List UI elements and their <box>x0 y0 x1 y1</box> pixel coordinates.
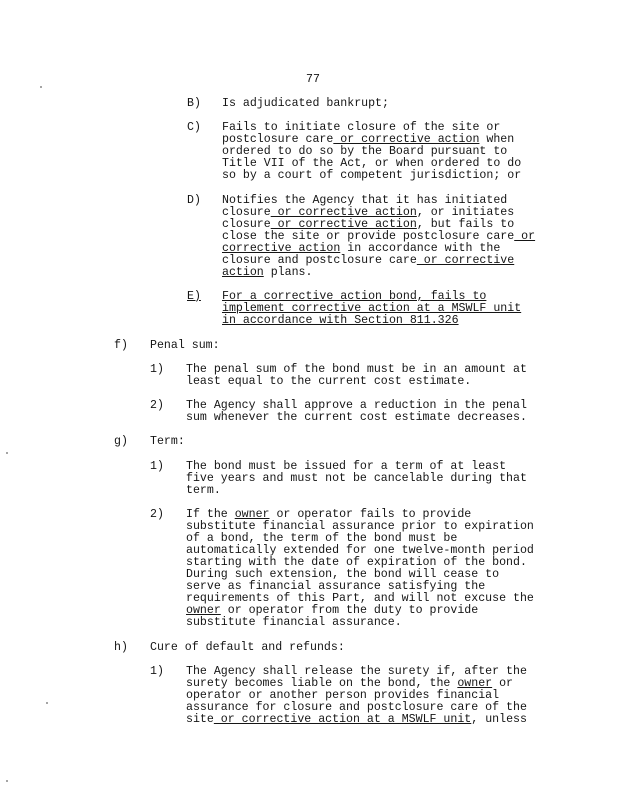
item-label-b: B) <box>187 97 201 110</box>
paragraph-line: sum whenever the current cost estimate decreases. <box>186 411 527 424</box>
paragraph-number: 2) <box>150 399 164 412</box>
section-f-heading: Penal sum: <box>150 339 220 352</box>
item-d-line: close the site or provide postclosure care or <box>222 230 536 243</box>
item-c-line: ordered to do so by the Board pursuant to <box>222 145 508 158</box>
section-h-heading: Cure of default and refunds: <box>150 641 345 654</box>
scan-speck <box>6 780 8 782</box>
item-c-line: so by a court of competent jurisdiction; or <box>222 169 522 182</box>
paragraph-line: term. <box>186 484 221 497</box>
paragraph-line: requirements of this Part, and will not excuse the <box>186 592 534 605</box>
amended-text: or corrective action <box>270 218 417 231</box>
paragraph-line: substitute financial assurance prior to expiration <box>186 520 534 533</box>
paragraph-line: The penal sum of the bond must be in an amount at <box>186 363 527 376</box>
paragraph-number: 1) <box>150 363 164 376</box>
item-d-line: closure and postclosure care or corrective <box>222 254 515 267</box>
paragraph-line: serve as financial assurance satisfying the <box>186 580 486 593</box>
paragraph-line: owner or operator from the duty to provide <box>186 604 479 617</box>
item-c-line: postclosure care or corrective action when <box>222 133 515 146</box>
paragraph-line: starting with the date of expiration of the bond. <box>186 556 527 569</box>
paragraph-number: 1) <box>150 665 164 678</box>
section-label-f: f) <box>114 339 128 352</box>
paragraph-line: operator or another person provides financial <box>186 689 500 702</box>
scan-speck <box>6 452 8 454</box>
item-b-text: Is adjudicated bankrupt; <box>222 97 389 110</box>
item-label-c: C) <box>187 121 201 134</box>
paragraph-line: substitute financial assurance. <box>186 616 402 629</box>
section-g-heading: Term: <box>150 435 185 448</box>
paragraph-line: surety becomes liable on the bond, the owner or <box>186 677 514 690</box>
section-label-h: h) <box>114 641 128 654</box>
amended-text: owner <box>457 677 493 690</box>
amended-text: or corrective action <box>270 206 417 219</box>
item-e-line: implement corrective action at a MSWLF unit <box>222 302 522 315</box>
amended-text: action <box>222 266 264 279</box>
paragraph-line: The bond must be issued for a term of at least <box>186 460 507 473</box>
paragraph-line: assurance for closure and postclosure care of the <box>186 701 527 714</box>
item-c-line: Title VII of the Act, or when ordered to do <box>222 157 522 170</box>
scan-speck <box>40 86 42 88</box>
amended-text: owner <box>186 604 221 617</box>
amended-text: or corrective action at a MSWLF unit <box>213 713 472 726</box>
item-label-d: D) <box>187 194 201 207</box>
amended-text: owner <box>234 508 270 521</box>
paragraph-line: of a bond, the term of the bond must be <box>186 532 458 545</box>
scan-speck <box>46 702 48 704</box>
item-d-line: closure or corrective action, or initiates <box>222 206 515 219</box>
item-d-line: corrective action in accordance with the <box>222 242 501 255</box>
item-d-line: Notifies the Agency that it has initiated <box>222 194 508 207</box>
amended-text: or corrective <box>416 254 515 267</box>
amended-text: corrective action <box>222 242 341 255</box>
paragraph-number: 1) <box>150 460 164 473</box>
amended-text: or <box>514 230 536 243</box>
paragraph-number: 2) <box>150 508 164 521</box>
paragraph-line: site or corrective action at a MSWLF unit, unless <box>186 713 527 726</box>
paragraph-line: If the owner or operator fails to provide <box>186 508 472 521</box>
item-d-line: action plans. <box>222 266 313 279</box>
paragraph-line: least equal to the current cost estimate. <box>186 375 472 388</box>
item-e-line: For a corrective action bond, fails to <box>222 290 487 303</box>
paragraph-line: automatically extended for one twelve-month period <box>186 544 534 557</box>
item-label-e: E) <box>187 290 201 303</box>
item-c-line: Fails to initiate closure of the site or <box>222 121 501 134</box>
paragraph-line: five years and must not be cancelable during that <box>186 472 527 485</box>
item-e-line: in accordance with Section 811.326 <box>222 314 459 327</box>
page-number: 77 <box>306 73 320 86</box>
item-d-line: closure or corrective action, but fails to <box>222 218 515 231</box>
amended-text: or corrective action <box>333 133 480 146</box>
section-label-g: g) <box>114 435 128 448</box>
paragraph-line: The Agency shall approve a reduction in the penal <box>186 399 527 412</box>
paragraph-line: The Agency shall release the surety if, after the <box>186 665 527 678</box>
paragraph-line: During such extension, the bond will cease to <box>186 568 500 581</box>
